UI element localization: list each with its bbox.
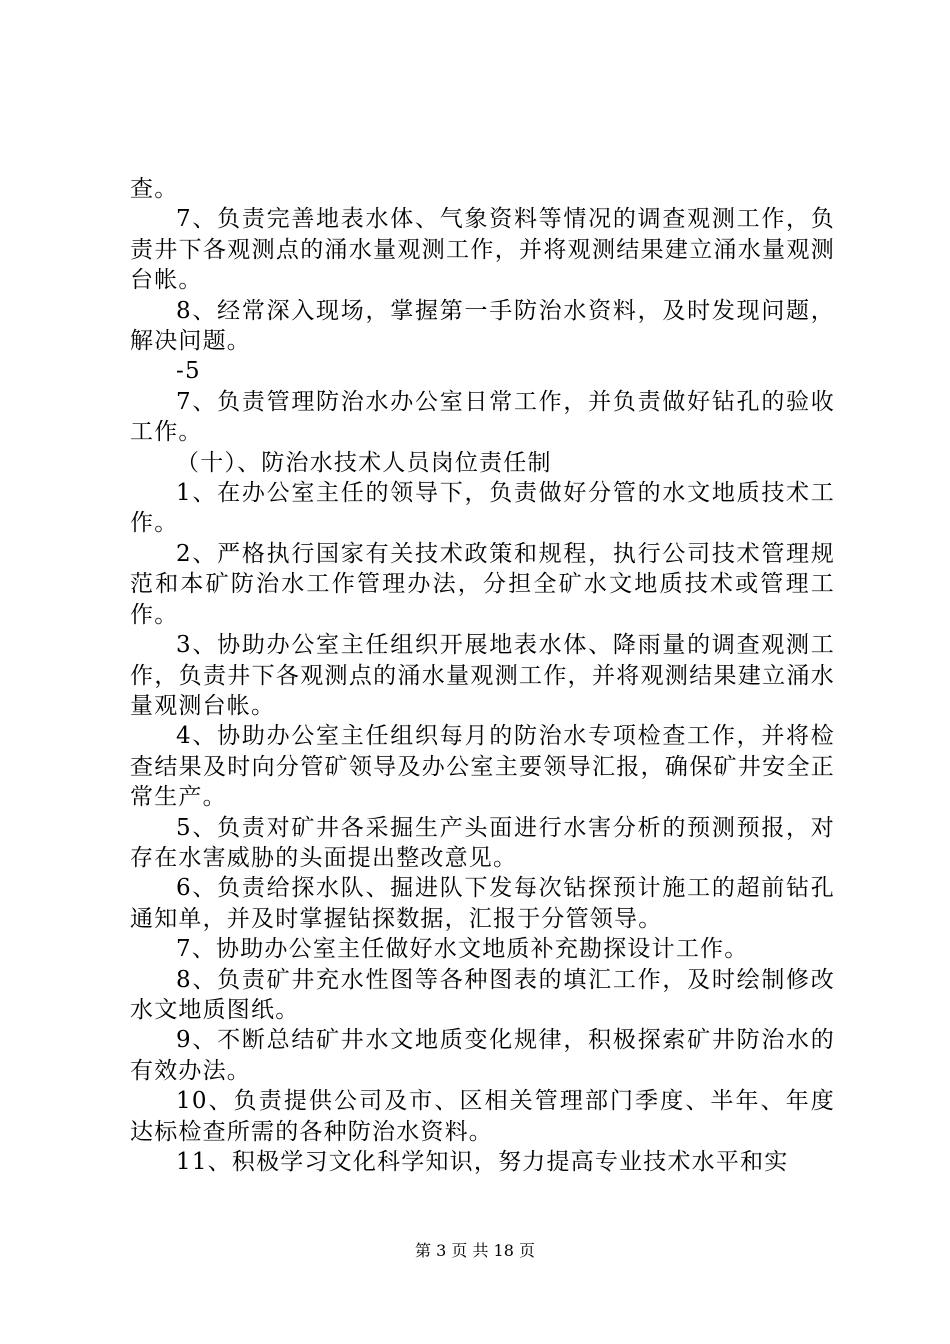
document-body: [130, 174, 835, 1177]
paragraph: 7、负责管理防治水办公室日常工作，并负责做好钻孔的验收工作。: [130, 388, 835, 446]
paragraph: -5: [176, 358, 201, 385]
paragraph: 2、严格执行国家有关技术政策和规程，执行公司技术管理规范和本矿防治水工作管理办法，分担全矿水文地质技术或管理工作。: [130, 540, 835, 628]
paragraph: 7、负责完善地表水体、气象资料等情况的调查观测工作，负责井下各观测点的涌水量观测工作，并将观测结果建立涌水量观测台帐。: [130, 206, 835, 294]
paragraph: 1、在办公室主任的领导下，负责做好分管的水文地质技术工作。: [130, 480, 835, 537]
paragraph: 4、协助办公室主任组织每月的防治水专项检查工作，并将检查结果及时向分管矿领导及办公室主要领导汇报，确保矿井安全正常生产。: [130, 723, 835, 811]
paragraph: 8、负责矿井充水性图等各种图表的填汇工作，及时绘制修改水文地质图纸。: [130, 966, 835, 1023]
paragraph: 6、负责给探水队、掘进队下发每次钻探预计施工的超前钻孔通知单，并及时掌握钻探数据，汇报于分管领导。: [130, 875, 835, 932]
paragraph: 3、协助办公室主任组织开展地表水体、降雨量的调查观测工作，负责井下各观测点的涌水量观测工作，并将观测结果建立涌水量观测台帐。: [130, 632, 835, 719]
paragraph: 8、经常深入现场，掌握第一手防治水资料，及时发现问题，解决问题。: [130, 297, 835, 355]
section-heading: （十）、防治水技术人员岗位责任制: [176, 449, 552, 476]
paragraph: 11、积极学习文化科学知识，努力提高专业技术水平和实: [176, 1149, 789, 1175]
paragraph: 7、协助办公室主任做好水文地质补充勘探设计工作。: [176, 936, 749, 963]
paragraph: 5、负责对矿井各采掘生产头面进行水害分析的预测预报，对存在水害威胁的头面提出整改意见。: [130, 814, 835, 871]
paragraph: 查。: [130, 176, 179, 202]
paragraph: 10、负责提供公司及市、区相关管理部门季度、半年、年度达标检查所需的各种防治水资料。: [130, 1088, 835, 1145]
page-number-footer: 第 3 页 共 18 页: [415, 1241, 535, 1260]
paragraph: 9、不断总结矿井水文地质变化规律，积极探索矿井防治水的有效办法。: [130, 1027, 835, 1084]
